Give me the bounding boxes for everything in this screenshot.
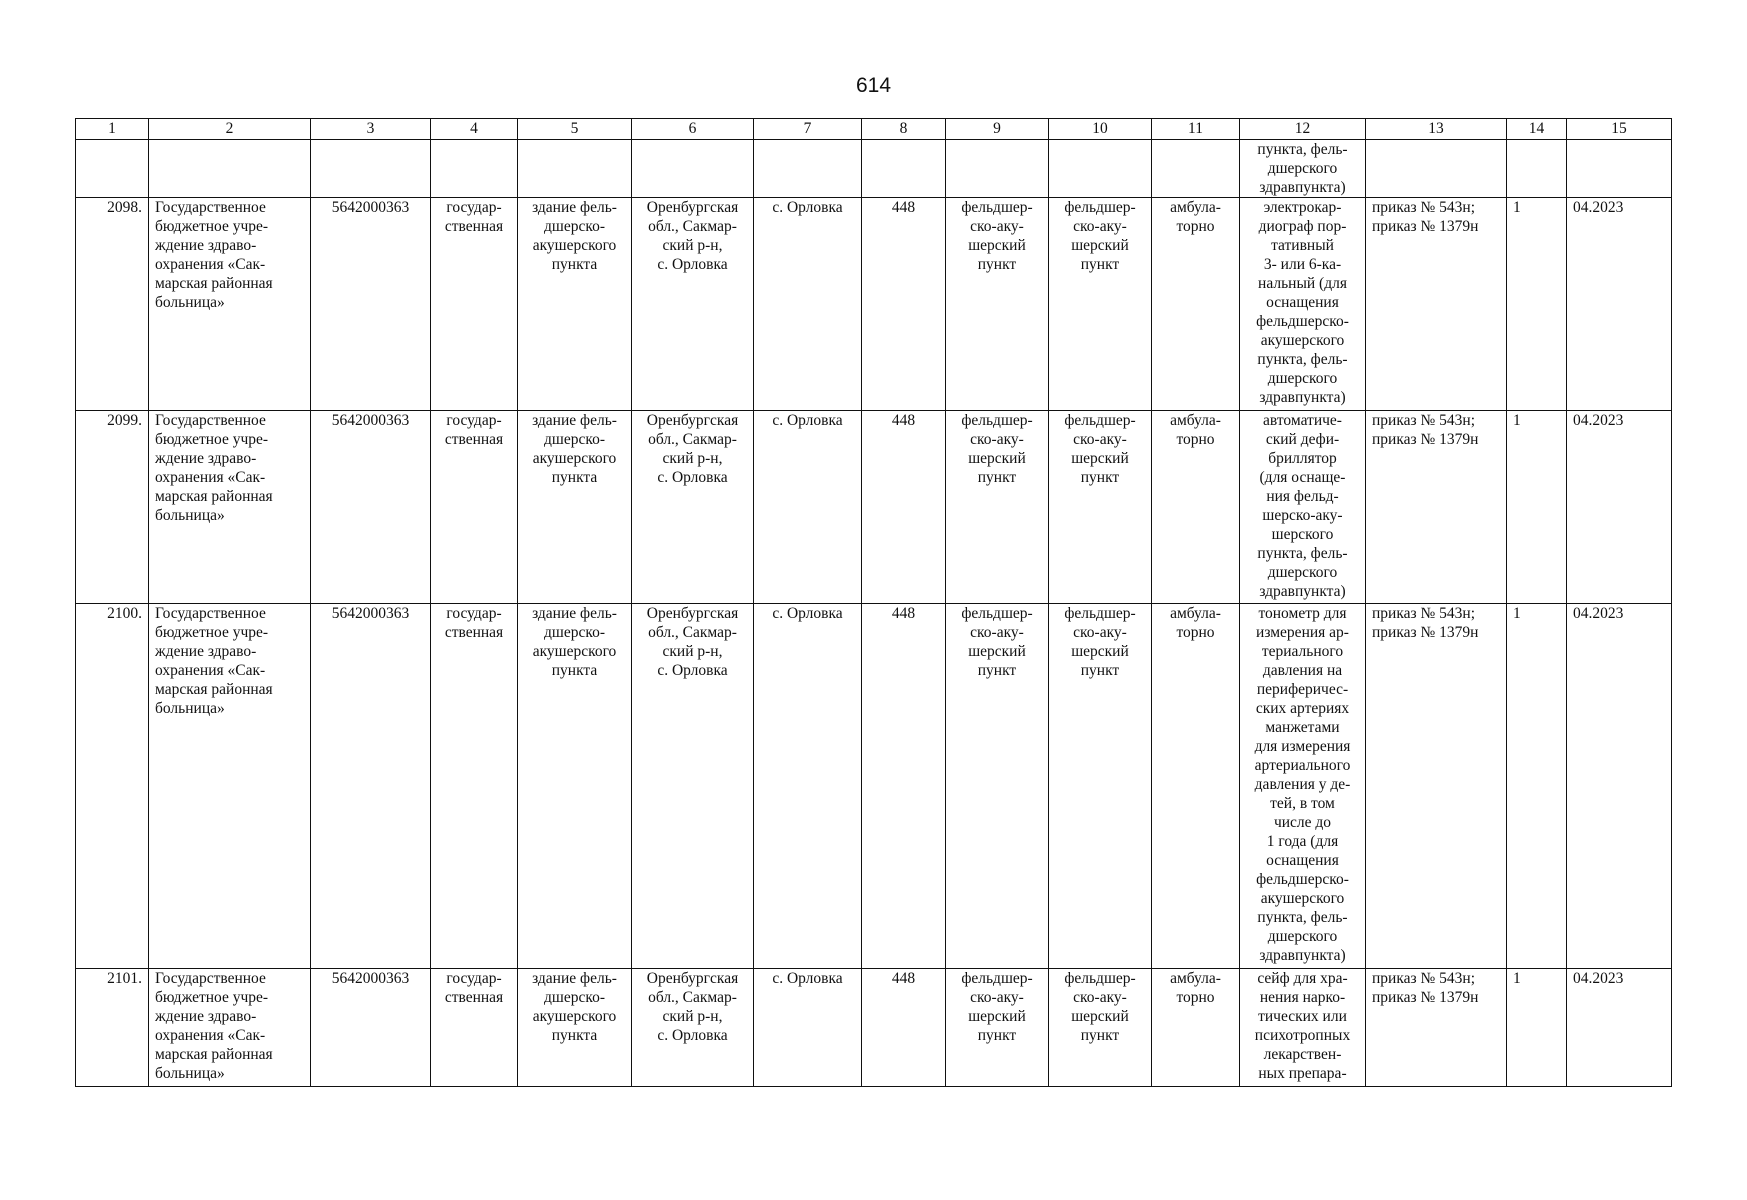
organization-line: марская районная bbox=[155, 681, 273, 698]
order-line: приказ № 543н; bbox=[1372, 199, 1476, 216]
equipment-line: артериального bbox=[1254, 757, 1351, 774]
building-line: дшерско- bbox=[544, 624, 605, 641]
facility-type-cell bbox=[946, 604, 1049, 969]
unit-type-line: шерский bbox=[1071, 237, 1129, 254]
organization-cell bbox=[149, 604, 311, 969]
facility-type-line: шерский bbox=[968, 237, 1026, 254]
facility-type-line: ско-аку- bbox=[970, 431, 1024, 448]
equipment-line: давления у де- bbox=[1254, 776, 1351, 793]
column-header: 6 bbox=[632, 119, 754, 140]
equipment-line: бриллятор bbox=[1268, 450, 1337, 467]
address-line: Оренбургская bbox=[646, 412, 739, 429]
code-cell: 448 bbox=[862, 411, 946, 604]
ownership-line: государ- bbox=[446, 412, 502, 429]
organization-line: больница» bbox=[155, 1065, 225, 1082]
inn-cell: 5642000363 bbox=[311, 604, 431, 969]
equipment-line: акушерского bbox=[1260, 890, 1345, 907]
organization-line: Государственное bbox=[155, 970, 266, 987]
continuation-row bbox=[76, 140, 1672, 198]
building-line: пункта bbox=[551, 256, 598, 273]
equipment-line: ских артериях bbox=[1255, 700, 1350, 717]
equipment-line: пункта, фель- bbox=[1257, 545, 1348, 562]
organization-line: больница» bbox=[155, 507, 225, 524]
unit-type-line: фельдшер- bbox=[1064, 970, 1136, 987]
ownership-line: ственная bbox=[444, 624, 504, 641]
date-cell: 04.2023 bbox=[1567, 604, 1672, 969]
unit-type-line: пункт bbox=[1080, 662, 1120, 679]
order-cell bbox=[1366, 604, 1507, 969]
unit-type-line: фельдшер- bbox=[1064, 412, 1136, 429]
date-cell: 04.2023 bbox=[1567, 198, 1672, 411]
organization-line: Государственное bbox=[155, 412, 266, 429]
care-mode-line: торно bbox=[1176, 218, 1215, 235]
address-line: с. Орловка bbox=[657, 469, 728, 486]
equipment-line: диограф пор- bbox=[1258, 218, 1347, 235]
table-cell bbox=[1567, 140, 1672, 198]
column-header: 15 bbox=[1567, 119, 1672, 140]
row-number-cell: 2100. bbox=[76, 604, 149, 969]
organization-line: охранения «Сак- bbox=[155, 1027, 266, 1044]
building-line: пункта bbox=[551, 1027, 598, 1044]
column-header: 10 bbox=[1049, 119, 1152, 140]
facility-type-line: шерский bbox=[968, 643, 1026, 660]
ownership-line: государ- bbox=[446, 605, 502, 622]
address-line: обл., Сакмар- bbox=[648, 218, 737, 235]
order-line: приказ № 1379н bbox=[1372, 218, 1479, 235]
order-cell bbox=[1366, 198, 1507, 411]
building-line: акушерского bbox=[532, 1008, 617, 1025]
organization-line: марская районная bbox=[155, 275, 273, 292]
address-cell bbox=[632, 411, 754, 604]
equipment-line: нальный (для bbox=[1258, 275, 1347, 292]
locality-cell: с. Орловка bbox=[754, 411, 862, 604]
table-cell bbox=[76, 140, 149, 198]
building-line: акушерского bbox=[532, 450, 617, 467]
facility-type-line: пункт bbox=[977, 1027, 1017, 1044]
equipment-line: дшерского bbox=[1267, 928, 1338, 945]
facility-type-line: ско-аку- bbox=[970, 624, 1024, 641]
column-header: 11 bbox=[1152, 119, 1240, 140]
equipment-line: числе до bbox=[1273, 814, 1332, 831]
quantity-cell: 1 bbox=[1507, 411, 1567, 604]
facility-type-line: ско-аку- bbox=[970, 989, 1024, 1006]
ownership-line: ственная bbox=[444, 218, 504, 235]
equipment-cell bbox=[1240, 140, 1366, 198]
organization-line: ждение здраво- bbox=[155, 237, 257, 254]
order-line: приказ № 543н; bbox=[1372, 605, 1476, 622]
facility-type-line: пункт bbox=[977, 469, 1017, 486]
code-cell: 448 bbox=[862, 604, 946, 969]
building-cell bbox=[518, 604, 632, 969]
column-header: 2 bbox=[149, 119, 311, 140]
equipment-line: тей, в том bbox=[1270, 795, 1335, 812]
table-cell bbox=[149, 140, 311, 198]
table-row bbox=[76, 604, 1672, 969]
equipment-line: шерского bbox=[1271, 526, 1334, 543]
table-cell bbox=[1152, 140, 1240, 198]
table-cell bbox=[632, 140, 754, 198]
unit-type-line: шерский bbox=[1071, 643, 1129, 660]
care-mode-line: амбула- bbox=[1170, 605, 1221, 622]
row-number-cell: 2101. bbox=[76, 969, 149, 1087]
ownership-line: ственная bbox=[444, 431, 504, 448]
unit-type-cell bbox=[1049, 604, 1152, 969]
equipment-cell bbox=[1240, 969, 1366, 1087]
row-number-cell: 2099. bbox=[76, 411, 149, 604]
organization-cell bbox=[149, 198, 311, 411]
ownership-line: ственная bbox=[444, 989, 504, 1006]
address-line: с. Орловка bbox=[657, 256, 728, 273]
facility-type-line: ско-аку- bbox=[970, 218, 1024, 235]
organization-cell bbox=[149, 411, 311, 604]
table-cell bbox=[1049, 140, 1152, 198]
building-cell bbox=[518, 411, 632, 604]
table-row bbox=[76, 969, 1672, 1087]
organization-line: бюджетное учре- bbox=[155, 431, 269, 448]
column-header: 14 bbox=[1507, 119, 1567, 140]
table-cell bbox=[754, 140, 862, 198]
building-line: здание фель- bbox=[532, 412, 617, 429]
unit-type-line: ско-аку- bbox=[1073, 624, 1127, 641]
quantity-cell: 1 bbox=[1507, 198, 1567, 411]
building-line: пункта bbox=[551, 662, 598, 679]
column-header: 13 bbox=[1366, 119, 1507, 140]
order-line: приказ № 1379н bbox=[1372, 431, 1479, 448]
address-line: ский р-н, bbox=[662, 643, 723, 660]
care-mode-line: торно bbox=[1176, 624, 1215, 641]
ownership-cell bbox=[431, 969, 518, 1087]
order-cell bbox=[1366, 969, 1507, 1087]
column-header: 12 bbox=[1240, 119, 1366, 140]
locality-cell: с. Орловка bbox=[754, 198, 862, 411]
equipment-line: пункта, фель- bbox=[1257, 141, 1348, 158]
equipment-line: лекарствен- bbox=[1263, 1046, 1342, 1063]
ownership-cell bbox=[431, 198, 518, 411]
inn-cell: 5642000363 bbox=[311, 411, 431, 604]
equipment-line: здравпункта) bbox=[1259, 389, 1346, 406]
address-line: с. Орловка bbox=[657, 662, 728, 679]
unit-type-line: ско-аку- bbox=[1073, 218, 1127, 235]
building-line: здание фель- bbox=[532, 970, 617, 987]
facility-type-line: пункт bbox=[977, 662, 1017, 679]
building-line: здание фель- bbox=[532, 199, 617, 216]
order-line: приказ № 1379н bbox=[1372, 624, 1479, 641]
table-row bbox=[76, 198, 1672, 411]
equipment-line: сейф для хра- bbox=[1257, 970, 1348, 987]
equipment-line: электрокар- bbox=[1263, 199, 1342, 216]
organization-line: бюджетное учре- bbox=[155, 989, 269, 1006]
equipment-line: давления на bbox=[1262, 662, 1343, 679]
locality-cell: с. Орловка bbox=[754, 604, 862, 969]
unit-type-cell bbox=[1049, 969, 1152, 1087]
register-table bbox=[75, 118, 1672, 1087]
unit-type-line: пункт bbox=[1080, 469, 1120, 486]
organization-line: бюджетное учре- bbox=[155, 218, 269, 235]
table-cell bbox=[311, 140, 431, 198]
building-line: дшерско- bbox=[544, 218, 605, 235]
organization-line: ждение здраво- bbox=[155, 1008, 257, 1025]
equipment-line: оснащения bbox=[1266, 852, 1339, 869]
inn-cell: 5642000363 bbox=[311, 969, 431, 1087]
ownership-cell bbox=[431, 604, 518, 969]
care-mode-cell bbox=[1152, 969, 1240, 1087]
order-line: приказ № 543н; bbox=[1372, 970, 1476, 987]
unit-type-line: шерский bbox=[1071, 1008, 1129, 1025]
equipment-line: здравпункта) bbox=[1259, 583, 1346, 600]
building-line: акушерского bbox=[532, 643, 617, 660]
order-cell bbox=[1366, 411, 1507, 604]
unit-type-line: ско-аку- bbox=[1073, 989, 1127, 1006]
address-line: обл., Сакмар- bbox=[648, 431, 737, 448]
organization-line: Государственное bbox=[155, 199, 266, 216]
organization-line: охранения «Сак- bbox=[155, 469, 266, 486]
column-header: 5 bbox=[518, 119, 632, 140]
page-number: 614 bbox=[855, 74, 892, 97]
building-line: акушерского bbox=[532, 237, 617, 254]
equipment-line: дшерского bbox=[1267, 564, 1338, 581]
equipment-line: автоматиче- bbox=[1263, 412, 1342, 429]
building-line: здание фель- bbox=[532, 605, 617, 622]
table-cell bbox=[946, 140, 1049, 198]
facility-type-line: фельдшер- bbox=[961, 970, 1033, 987]
ownership-cell bbox=[431, 411, 518, 604]
column-header: 3 bbox=[311, 119, 431, 140]
unit-type-line: фельдшер- bbox=[1064, 199, 1136, 216]
order-line: приказ № 543н; bbox=[1372, 412, 1476, 429]
column-header: 4 bbox=[431, 119, 518, 140]
date-cell: 04.2023 bbox=[1567, 969, 1672, 1087]
unit-type-cell bbox=[1049, 198, 1152, 411]
inn-cell: 5642000363 bbox=[311, 198, 431, 411]
equipment-cell bbox=[1240, 198, 1366, 411]
equipment-line: оснащения bbox=[1266, 294, 1339, 311]
column-header: 9 bbox=[946, 119, 1049, 140]
equipment-line: ных препара- bbox=[1258, 1065, 1347, 1082]
care-mode-cell bbox=[1152, 411, 1240, 604]
equipment-line: здравпункта) bbox=[1259, 947, 1346, 964]
address-line: обл., Сакмар- bbox=[648, 989, 737, 1006]
order-line: приказ № 1379н bbox=[1372, 989, 1479, 1006]
address-line: Оренбургская bbox=[646, 199, 739, 216]
organization-line: больница» bbox=[155, 294, 225, 311]
equipment-line: тативный bbox=[1271, 237, 1334, 254]
equipment-line: фельдшерско- bbox=[1256, 313, 1349, 330]
equipment-line: тических или bbox=[1258, 1008, 1347, 1025]
equipment-line: для измерения bbox=[1254, 738, 1351, 755]
equipment-line: 1 года (для bbox=[1266, 833, 1339, 850]
table-cell bbox=[862, 140, 946, 198]
address-line: Оренбургская bbox=[646, 605, 739, 622]
equipment-line: тонометр для bbox=[1258, 605, 1347, 622]
building-line: пункта bbox=[551, 469, 598, 486]
facility-type-line: фельдшер- bbox=[961, 412, 1033, 429]
column-header: 8 bbox=[862, 119, 946, 140]
organization-line: ждение здраво- bbox=[155, 450, 257, 467]
locality-cell: с. Орловка bbox=[754, 969, 862, 1087]
column-header: 7 bbox=[754, 119, 862, 140]
facility-type-line: фельдшер- bbox=[961, 199, 1033, 216]
unit-type-line: фельдшер- bbox=[1064, 605, 1136, 622]
building-cell bbox=[518, 198, 632, 411]
equipment-line: дшерского bbox=[1267, 160, 1338, 177]
building-line: дшерско- bbox=[544, 989, 605, 1006]
unit-type-cell bbox=[1049, 411, 1152, 604]
facility-type-line: фельдшер- bbox=[961, 605, 1033, 622]
care-mode-line: амбула- bbox=[1170, 412, 1221, 429]
address-cell bbox=[632, 969, 754, 1087]
facility-type-cell bbox=[946, 969, 1049, 1087]
equipment-line: 3- или 6-ка- bbox=[1263, 256, 1342, 273]
address-line: ский р-н, bbox=[662, 237, 723, 254]
equipment-line: манжетами bbox=[1265, 719, 1340, 736]
code-cell: 448 bbox=[862, 198, 946, 411]
organization-line: охранения «Сак- bbox=[155, 256, 266, 273]
equipment-line: периферичес- bbox=[1256, 681, 1349, 698]
table-row bbox=[76, 411, 1672, 604]
care-mode-line: амбула- bbox=[1170, 970, 1221, 987]
facility-type-cell bbox=[946, 198, 1049, 411]
table-cell bbox=[431, 140, 518, 198]
facility-type-line: шерский bbox=[968, 450, 1026, 467]
care-mode-line: торно bbox=[1176, 989, 1215, 1006]
table-cell bbox=[518, 140, 632, 198]
address-line: Оренбургская bbox=[646, 970, 739, 987]
organization-line: марская районная bbox=[155, 1046, 273, 1063]
facility-type-line: пункт bbox=[977, 256, 1017, 273]
unit-type-line: ско-аку- bbox=[1073, 431, 1127, 448]
date-cell: 04.2023 bbox=[1567, 411, 1672, 604]
unit-type-line: шерский bbox=[1071, 450, 1129, 467]
equipment-line: дшерского bbox=[1267, 370, 1338, 387]
equipment-cell bbox=[1240, 411, 1366, 604]
equipment-line: ский дефи- bbox=[1265, 431, 1340, 448]
equipment-line: здравпункта) bbox=[1259, 179, 1346, 196]
equipment-line: пункта, фель- bbox=[1257, 909, 1348, 926]
equipment-line: пункта, фель- bbox=[1257, 351, 1348, 368]
code-cell: 448 bbox=[862, 969, 946, 1087]
equipment-line: измерения ар- bbox=[1256, 624, 1349, 641]
building-cell bbox=[518, 969, 632, 1087]
column-header: 1 bbox=[76, 119, 149, 140]
organization-line: больница» bbox=[155, 700, 225, 717]
address-line: ский р-н, bbox=[662, 1008, 723, 1025]
address-line: ский р-н, bbox=[662, 450, 723, 467]
organization-line: охранения «Сак- bbox=[155, 662, 266, 679]
ownership-line: государ- bbox=[446, 970, 502, 987]
header-row bbox=[76, 119, 1672, 140]
equipment-line: нения нарко- bbox=[1259, 989, 1346, 1006]
organization-cell bbox=[149, 969, 311, 1087]
care-mode-line: торно bbox=[1176, 431, 1215, 448]
organization-line: марская районная bbox=[155, 488, 273, 505]
equipment-line: акушерского bbox=[1260, 332, 1345, 349]
facility-type-line: шерский bbox=[968, 1008, 1026, 1025]
table-cell bbox=[1507, 140, 1567, 198]
row-number-cell: 2098. bbox=[76, 198, 149, 411]
address-cell bbox=[632, 604, 754, 969]
organization-line: Государственное bbox=[155, 605, 266, 622]
care-mode-cell bbox=[1152, 604, 1240, 969]
quantity-cell: 1 bbox=[1507, 969, 1567, 1087]
equipment-line: фельдшерско- bbox=[1256, 871, 1349, 888]
equipment-line: шерско-аку- bbox=[1262, 507, 1343, 524]
ownership-line: государ- bbox=[446, 199, 502, 216]
building-line: дшерско- bbox=[544, 431, 605, 448]
address-cell bbox=[632, 198, 754, 411]
unit-type-line: пункт bbox=[1080, 256, 1120, 273]
equipment-line: психотропных bbox=[1254, 1027, 1351, 1044]
address-line: обл., Сакмар- bbox=[648, 624, 737, 641]
care-mode-cell bbox=[1152, 198, 1240, 411]
unit-type-line: пункт bbox=[1080, 1027, 1120, 1044]
organization-line: бюджетное учре- bbox=[155, 624, 269, 641]
table-cell bbox=[1366, 140, 1507, 198]
equipment-line: териального bbox=[1261, 643, 1344, 660]
address-line: с. Орловка bbox=[657, 1027, 728, 1044]
quantity-cell: 1 bbox=[1507, 604, 1567, 969]
equipment-line: (для оснаще- bbox=[1259, 469, 1346, 486]
facility-type-cell bbox=[946, 411, 1049, 604]
equipment-line: ния фельд- bbox=[1266, 488, 1339, 505]
organization-line: ждение здраво- bbox=[155, 643, 257, 660]
care-mode-line: амбула- bbox=[1170, 199, 1221, 216]
equipment-cell bbox=[1240, 604, 1366, 969]
